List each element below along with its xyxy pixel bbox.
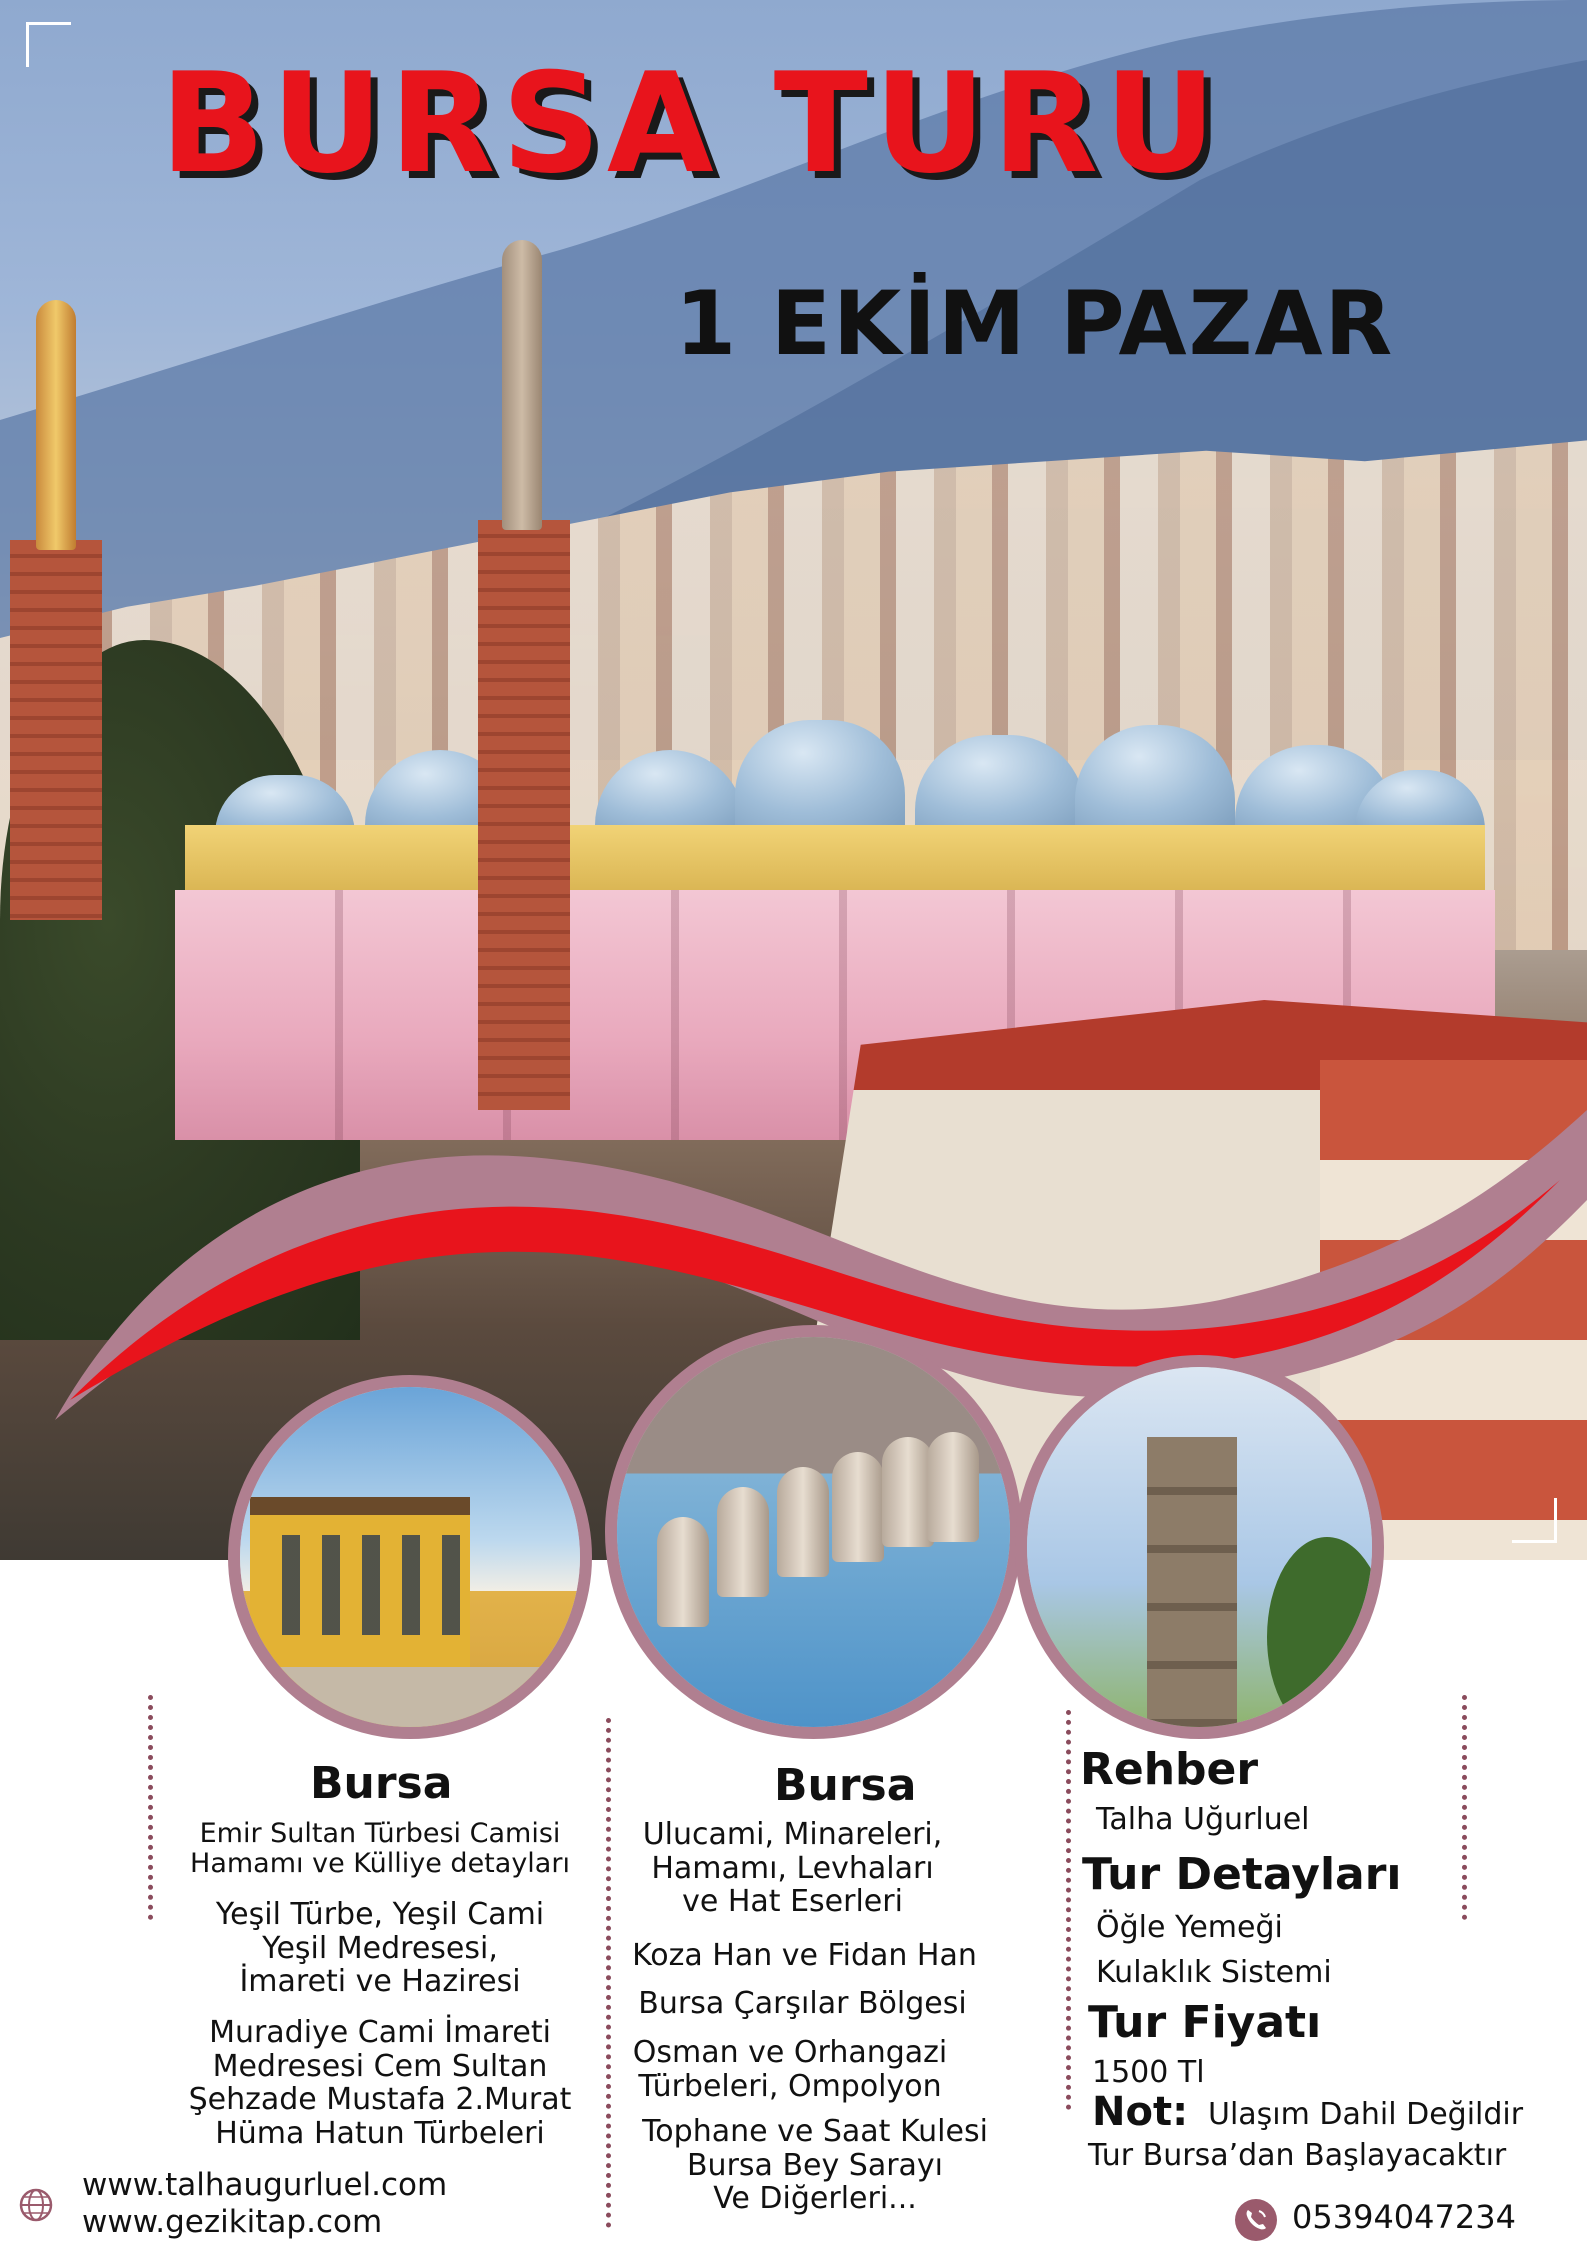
event-date: 1 EKİM PAZAR	[675, 272, 1395, 375]
corner-frame-bottom-right	[1512, 1498, 1557, 1543]
corner-frame-top-left	[26, 22, 71, 67]
list-item: Emir Sultan Türbesi Camisi Hamamı ve Külliye detayları	[190, 1818, 570, 1880]
note-label: Not:	[1092, 2089, 1189, 2135]
note-line-1: Ulaşım Dahil Değildir	[1208, 2097, 1524, 2132]
list-item: Tophane ve Saat Kulesi Bursa Bey Sarayı Ve Diğerleri...	[642, 2114, 988, 2217]
list-item: Muradiye Cami İmareti Medresesi Cem Sultan Şehzade Mustafa 2.Murat Hüma Hatun Türbeleri	[188, 2015, 572, 2151]
photo-ottoman-houses	[228, 1375, 592, 1739]
middle-column-title: Bursa	[774, 1760, 917, 1811]
price-value: 1500 Tl	[1092, 2055, 1205, 2090]
detail-item: Öğle Yemeği	[1096, 1910, 1283, 1945]
website-link-1[interactable]: www.talhaugurluel.com	[82, 2167, 448, 2203]
divider	[606, 1718, 611, 2228]
price-heading: Tur Fiyatı	[1088, 1997, 1322, 2048]
minaret-center	[478, 520, 570, 1110]
website-link-2[interactable]: www.gezikitap.com	[82, 2204, 383, 2240]
guide-heading: Rehber	[1080, 1744, 1259, 1795]
note-line-2: Tur Bursa’dan Başlayacaktır	[1088, 2138, 1507, 2173]
list-item: Osman ve Orhangazi Türbeleri, Ompolyon	[632, 2035, 948, 2104]
phone-icon	[1234, 2198, 1278, 2242]
divider	[148, 1695, 153, 1920]
divider	[1462, 1695, 1467, 1920]
photo-clock-tower	[1015, 1355, 1384, 1739]
guide-name: Talha Uğurluel	[1096, 1802, 1310, 1837]
list-item: Ulucami, Minareleri, Hamamı, Levhaları ve Hat Eserleri	[642, 1817, 943, 1920]
photo-mosque-domes	[605, 1325, 1022, 1739]
divider	[1066, 1710, 1071, 2110]
globe-icon	[18, 2187, 54, 2223]
left-column-title: Bursa	[310, 1758, 453, 1809]
list-item: Koza Han ve Fidan Han	[632, 1938, 977, 1973]
phone-number[interactable]: 05394047234	[1292, 2198, 1516, 2236]
list-item: Yeşil Türbe, Yeşil Cami Yeşil Medresesi, İmareti ve Haziresi	[215, 1897, 545, 2000]
details-heading: Tur Detayları	[1082, 1849, 1402, 1900]
detail-item: Kulaklık Sistemi	[1096, 1955, 1332, 1990]
page-title: BURSA TURU	[160, 43, 1223, 204]
minaret-left	[10, 540, 102, 920]
list-item: Bursa Çarşılar Bölgesi	[638, 1986, 967, 2021]
